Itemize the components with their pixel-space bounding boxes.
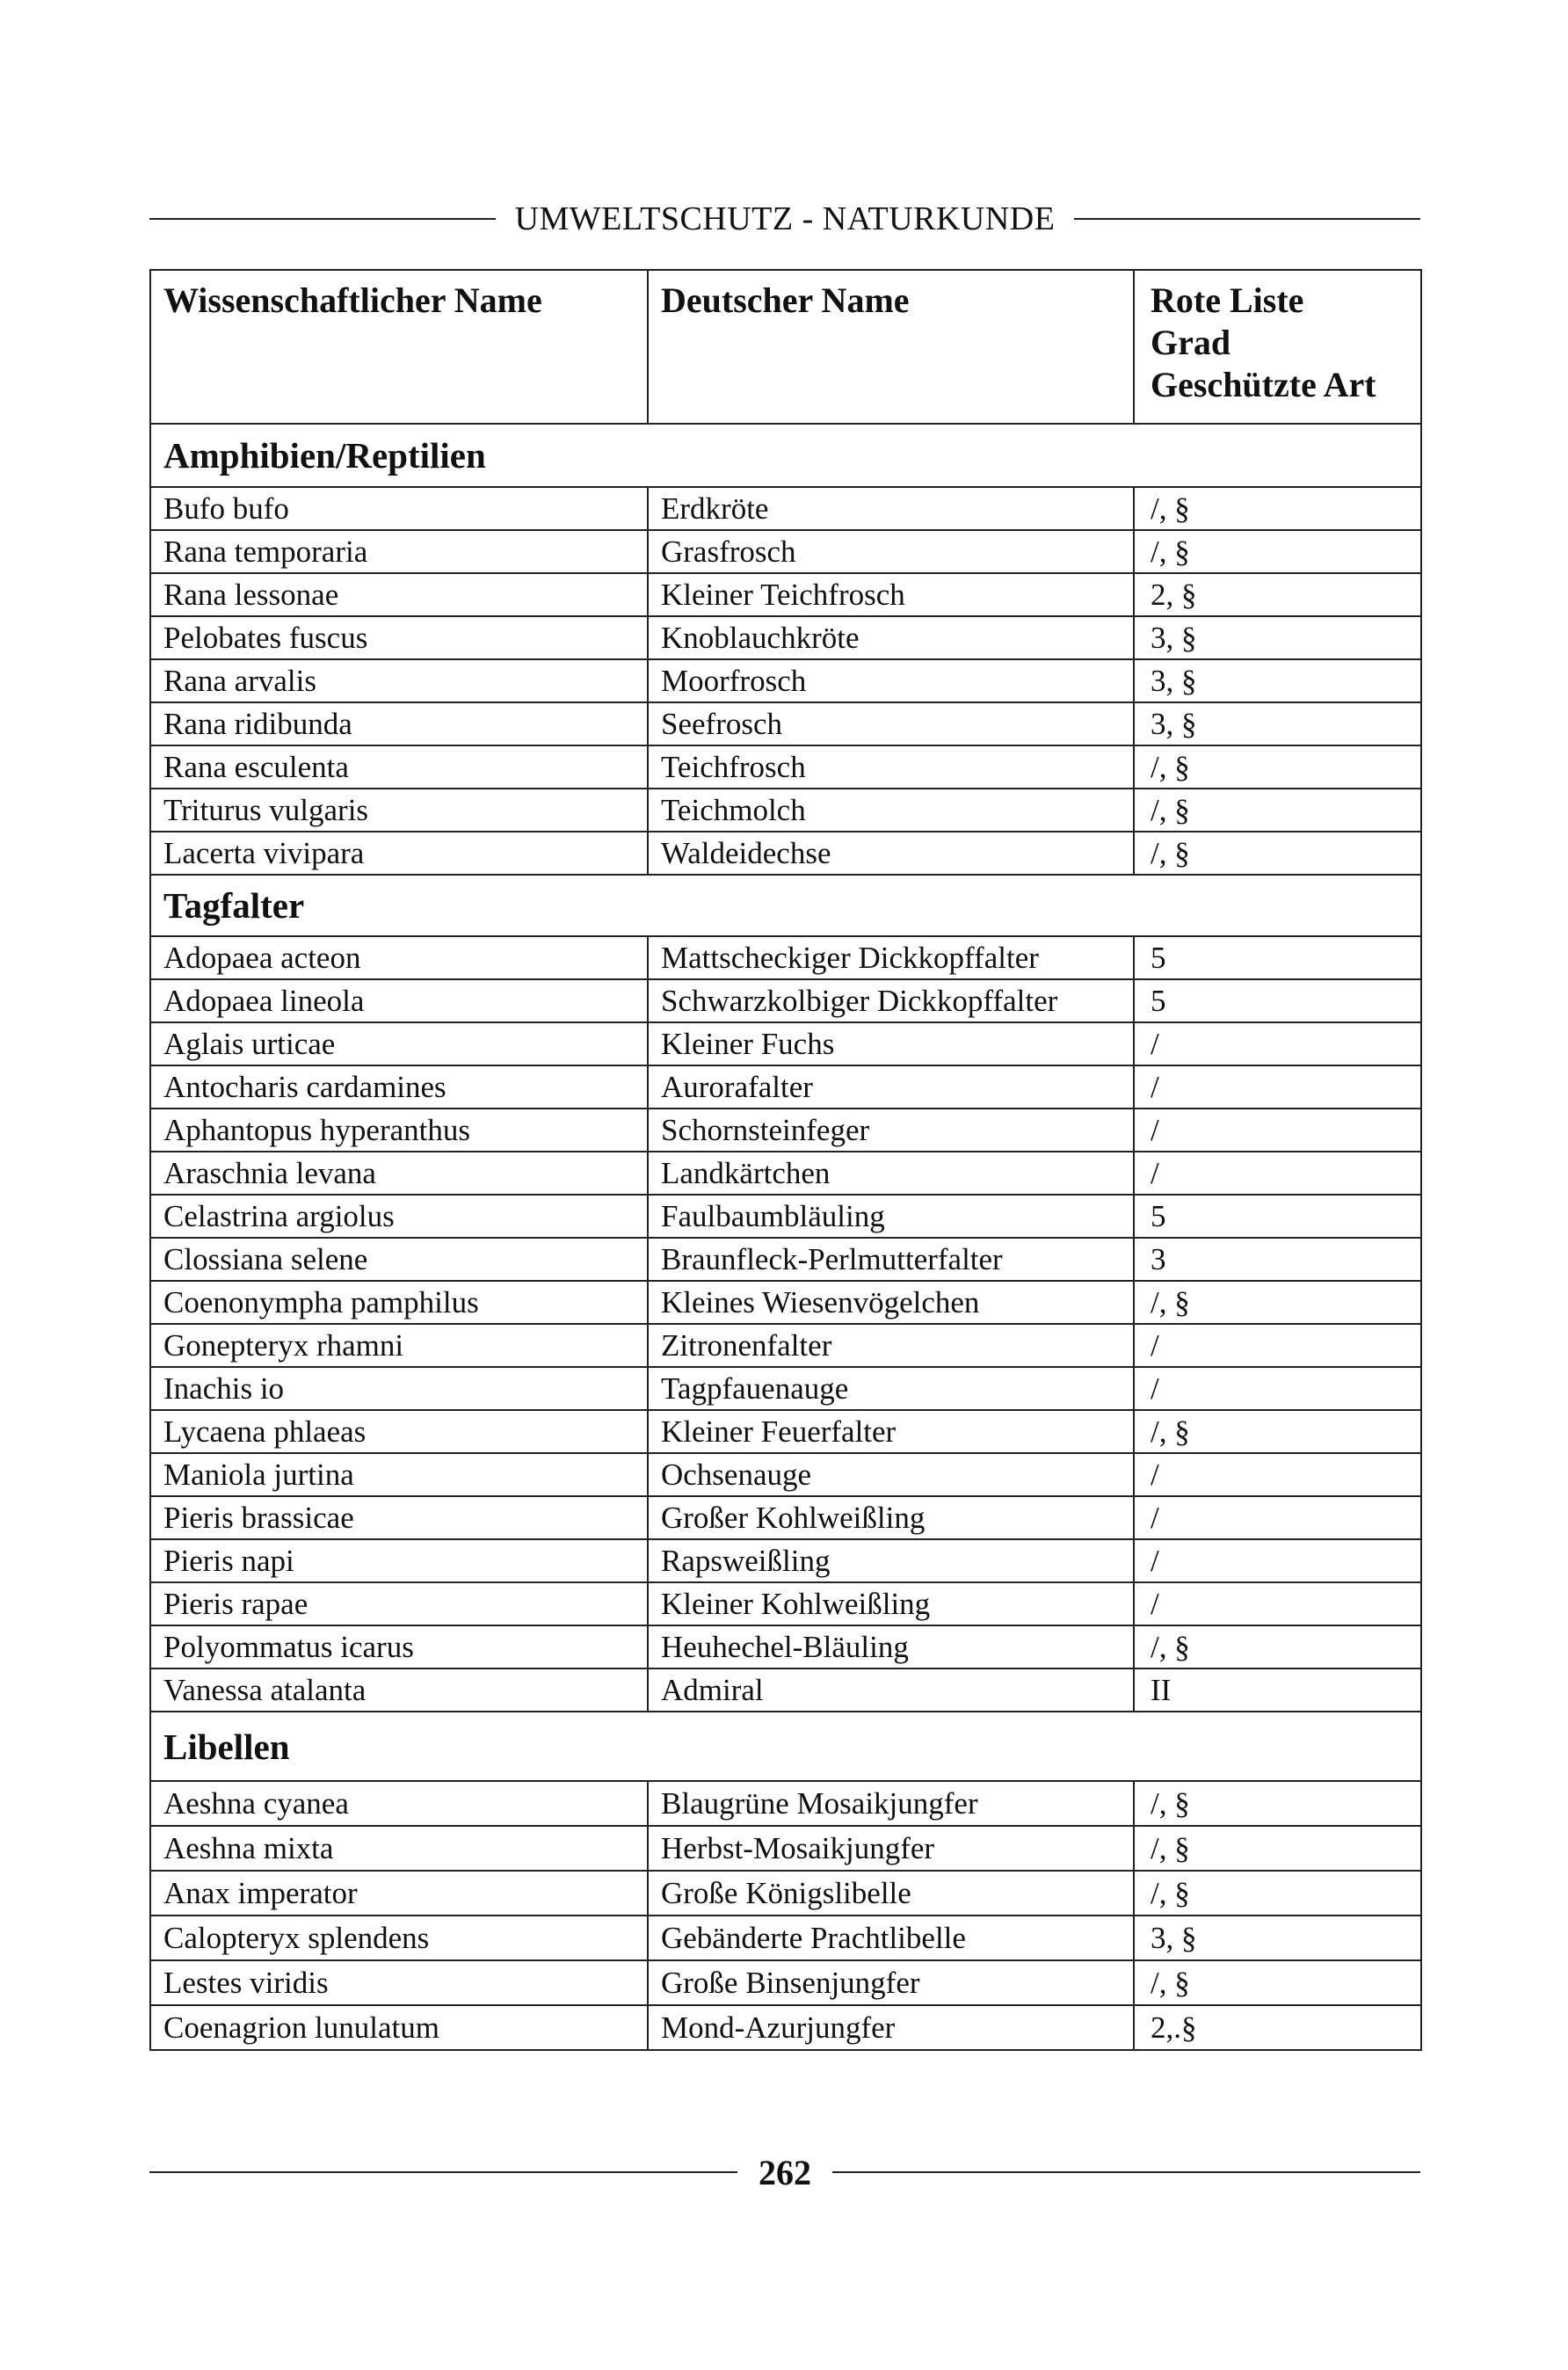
german-name-cell: Seefrosch [648,702,1134,745]
german-name-cell: Braunfleck-Perlmutterfalter [648,1238,1134,1281]
scientific-name-cell: Rana esculenta [150,745,648,789]
table-row [150,1367,1421,1410]
table-row [150,745,1421,789]
red-list-cell: /, § [1134,745,1421,789]
german-name-cell: Gebänderte Prachtlibelle [648,1916,1134,1960]
red-list-cell: / [1134,1324,1421,1367]
scientific-name-cell: Maniola jurtina [150,1453,648,1496]
table-row [150,1582,1421,1625]
scientific-name-cell: Adopaea acteon [150,936,648,979]
table-row [150,1453,1421,1496]
red-list-cell: /, § [1134,1625,1421,1668]
german-name-cell: Heuhechel-Bläuling [648,1625,1134,1668]
table-row [150,1238,1421,1281]
table-row [150,573,1421,616]
column-header-red-list: Rote Liste Grad Geschützte Art [1134,270,1421,424]
red-list-cell: 5 [1134,936,1421,979]
red-list-cell: /, § [1134,1781,1421,1826]
scientific-name-cell: Adopaea lineola [150,979,648,1022]
german-name-cell: Grasfrosch [648,530,1134,573]
german-name-cell: Mattscheckiger Dickkopffalter [648,936,1134,979]
scientific-name-cell: Rana ridibunda [150,702,648,745]
scientific-name-cell: Aphantopus hyperanthus [150,1109,648,1152]
running-header-title: UMWELTSCHUTZ - NATURKUNDE [514,200,1056,237]
table-row [150,530,1421,573]
rule-left [149,2171,737,2173]
red-list-cell: / [1134,1582,1421,1625]
scientific-name-cell: Coenonympha pamphilus [150,1281,648,1324]
german-name-cell: Blaugrüne Mosaikjungfer [648,1781,1134,1826]
red-list-cell: /, § [1134,487,1421,530]
german-name-cell: Mond-Azurjungfer [648,2005,1134,2050]
table-row [150,1152,1421,1195]
red-list-cell: / [1134,1496,1421,1539]
red-list-cell: /, § [1134,530,1421,573]
table-row [150,832,1421,875]
table-row [150,1281,1421,1324]
table-row [150,1781,1421,1826]
scientific-name-cell: Lestes viridis [150,1960,648,2005]
red-list-cell: / [1134,1367,1421,1410]
table-row [150,979,1421,1022]
table-row [150,1916,1421,1960]
german-name-cell: Kleiner Feuerfalter [648,1410,1134,1453]
table-row [150,1195,1421,1238]
german-name-cell: Kleiner Kohlweißling [648,1582,1134,1625]
table-row [150,789,1421,832]
german-name-cell: Schwarzkolbiger Dickkopffalter [648,979,1134,1022]
german-name-cell: Tagpfauenauge [648,1367,1134,1410]
table-row [150,936,1421,979]
german-name-cell: Große Königslibelle [648,1871,1134,1916]
german-name-cell: Faulbaumbläuling [648,1195,1134,1238]
red-list-cell: 2,.§ [1134,2005,1421,2050]
scientific-name-cell: Aeshna mixta [150,1826,648,1871]
section-header-row [150,875,1421,936]
scientific-name-cell: Aeshna cyanea [150,1781,648,1826]
scientific-name-cell: Vanessa atalanta [150,1668,648,1712]
section-title: Libellen [150,1712,1421,1781]
red-list-cell: / [1134,1539,1421,1582]
table-row [150,1871,1421,1916]
red-list-cell: /, § [1134,1410,1421,1453]
table-row [150,487,1421,530]
column-header-scientific-name: Wissenschaftlicher Name [150,270,648,424]
scientific-name-cell: Antocharis cardamines [150,1065,648,1109]
red-list-cell: 3, § [1134,702,1421,745]
scientific-name-cell: Aglais urticae [150,1022,648,1065]
red-list-cell: /, § [1134,1281,1421,1324]
scientific-name-cell: Anax imperator [150,1871,648,1916]
table-row [150,1496,1421,1539]
table-row [150,616,1421,659]
section-header-row [150,1712,1421,1781]
red-list-cell: 3 [1134,1238,1421,1281]
table-row [150,1324,1421,1367]
scientific-name-cell: Pieris rapae [150,1582,648,1625]
german-name-cell: Schornsteinfeger [648,1109,1134,1152]
section-title: Tagfalter [150,875,1421,936]
scientific-name-cell: Rana temporaria [150,530,648,573]
german-name-cell: Waldeidechse [648,832,1134,875]
german-name-cell: Teichfrosch [648,745,1134,789]
red-list-cell: / [1134,1065,1421,1109]
german-name-cell: Kleines Wiesenvögelchen [648,1281,1134,1324]
table-row [150,1668,1421,1712]
table-row [150,702,1421,745]
red-list-cell: / [1134,1109,1421,1152]
red-list-cell: / [1134,1453,1421,1496]
red-list-cell: 5 [1134,1195,1421,1238]
scientific-name-cell: Triturus vulgaris [150,789,648,832]
table-header-row [150,270,1421,424]
table-row [150,1539,1421,1582]
german-name-cell: Rapsweißling [648,1539,1134,1582]
page-number: 262 [759,2152,811,2192]
table-row [150,1109,1421,1152]
scientific-name-cell: Lycaena phlaeas [150,1410,648,1453]
running-header [149,195,1420,243]
german-name-cell: Herbst-Mosaikjungfer [648,1826,1134,1871]
table-row [150,2005,1421,2050]
german-name-cell: Erdkröte [648,487,1134,530]
german-name-cell: Moorfrosch [648,659,1134,702]
red-list-cell: 5 [1134,979,1421,1022]
scientific-name-cell: Polyommatus icarus [150,1625,648,1668]
scientific-name-cell: Lacerta vivipara [150,832,648,875]
scientific-name-cell: Pelobates fuscus [150,616,648,659]
red-list-cell: 3, § [1134,616,1421,659]
scientific-name-cell: Calopteryx splendens [150,1916,648,1960]
scientific-name-cell: Inachis io [150,1367,648,1410]
table-row [150,1960,1421,2005]
scientific-name-cell: Celastrina argiolus [150,1195,648,1238]
scientific-name-cell: Pieris brassicae [150,1496,648,1539]
table-row [150,1410,1421,1453]
german-name-cell: Kleiner Fuchs [648,1022,1134,1065]
scientific-name-cell: Bufo bufo [150,487,648,530]
table-row [150,1022,1421,1065]
section-header-row [150,424,1421,487]
red-list-cell: / [1134,1152,1421,1195]
red-list-cell: /, § [1134,1826,1421,1871]
rule-right [832,2171,1420,2173]
german-name-cell: Aurorafalter [648,1065,1134,1109]
scientific-name-cell: Araschnia levana [150,1152,648,1195]
rule-right [1074,218,1420,220]
red-list-cell: 3, § [1134,659,1421,702]
page-footer [149,2148,1420,2197]
section-title: Amphibien/Reptilien [150,424,1421,487]
german-name-cell: Ochsenauge [648,1453,1134,1496]
red-list-cell: /, § [1134,789,1421,832]
german-name-cell: Teichmolch [648,789,1134,832]
scientific-name-cell: Pieris napi [150,1539,648,1582]
species-table [149,269,1422,2051]
german-name-cell: Landkärtchen [648,1152,1134,1195]
scientific-name-cell: Rana arvalis [150,659,648,702]
red-list-cell: /, § [1134,1960,1421,2005]
german-name-cell: Große Binsenjungfer [648,1960,1134,2005]
scientific-name-cell: Rana lessonae [150,573,648,616]
scientific-name-cell: Clossiana selene [150,1238,648,1281]
table-row [150,659,1421,702]
german-name-cell: Großer Kohlweißling [648,1496,1134,1539]
column-header-german-name: Deutscher Name [648,270,1134,424]
red-list-cell: 2, § [1134,573,1421,616]
rule-left [149,218,496,220]
table-row [150,1826,1421,1871]
german-name-cell: Knoblauchkröte [648,616,1134,659]
red-list-cell: / [1134,1022,1421,1065]
german-name-cell: Kleiner Teichfrosch [648,573,1134,616]
scientific-name-cell: Gonepteryx rhamni [150,1324,648,1367]
german-name-cell: Admiral [648,1668,1134,1712]
red-list-cell: 3, § [1134,1916,1421,1960]
table-row [150,1625,1421,1668]
red-list-cell: /, § [1134,832,1421,875]
red-list-cell: II [1134,1668,1421,1712]
scientific-name-cell: Coenagrion lunulatum [150,2005,648,2050]
red-list-cell: /, § [1134,1871,1421,1916]
german-name-cell: Zitronenfalter [648,1324,1134,1367]
table-row [150,1065,1421,1109]
